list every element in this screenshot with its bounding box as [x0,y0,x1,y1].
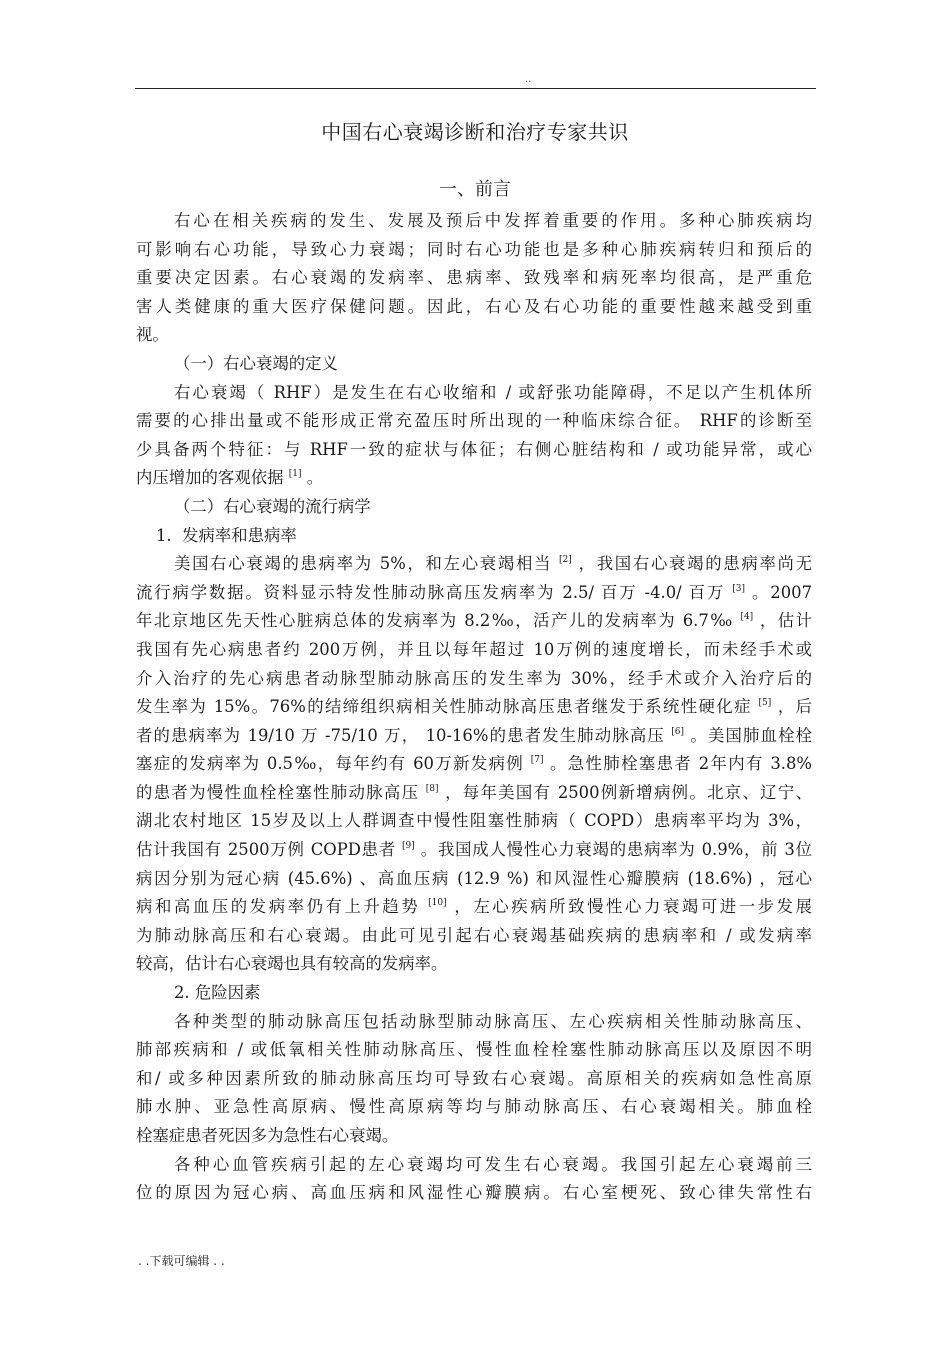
citation-marker: [8] [425,783,439,794]
paragraph-line: 流行病学数据。资料显示特发性肺动脉高压发病率为 2.5/ 百万 -4.0/ 百万 [3] 。2007 [136,582,812,602]
paragraph-line: 少具备两个特征：与 RHF一致的症状与体征；右侧心脏结构和 / 或功能异常，或心 [136,439,812,459]
paragraph-line: 发生率为 15%。76%的结缔组织病相关性肺动脉高压患者继发于系统性硬化症 [5] ，后 [136,697,813,717]
subsection-heading: （一）右心衰竭的定义 [174,353,338,373]
paragraph-line: 害人类健康的重大医疗保健问题。因此，右心及右心功能的重要性越来越受到重 [136,296,812,316]
citation-marker: [10] [428,898,447,909]
paragraph-line: 右心在相关疾病的发生、发展及预后中发挥着重要的作用。多种心肺疾病均 [174,211,812,230]
subsection-heading: 1. 发病率和患病率 [156,525,297,545]
citation-marker: [9] [402,841,415,852]
citation-marker: [6] [671,726,685,737]
citation-marker: [5] [758,698,772,709]
footer-note: . .下载可编辑 . . [138,1254,225,1268]
paragraph-line: 为肺动脉高压和右心衰竭。由此可见引起右心衰竭基础疾病的患病率和 / 或发病率 [136,925,812,945]
paragraph-line: 者的患病率为 19/10 万 -75/10 万， 10-16%的患者发生肺动脉高压 [6] 。美国肺血栓栓 [136,725,813,745]
paragraph-line: 需要的心排出量或不能形成正常充盈压时所出现的一种临床综合征。 RHF的诊断至 [136,411,812,431]
citation-marker: [7] [530,755,544,766]
paragraph-line: 肺部疾病和 / 或低氧相关性肺动脉高压、慢性血栓栓塞性肺动脉高压以及原因不明 [136,1040,812,1060]
paragraph-line: 病和高血压的发病率仍有上升趋势 [10] ，左心疾病所致慢性心力衰竭可进一步发展 [136,897,812,917]
document-body [136,207,812,1208]
paragraph-line: 和/ 或多种因素所致的肺动脉高压均可导致右心衰竭。高原相关的疾病如急性高原 [136,1068,812,1088]
paragraph-line: 较高，估计右心衰竭也具有较高的发病率。 [136,954,448,974]
subsection-heading: 2. 危险因素 [174,983,261,1003]
paragraph-line: 病因分别为冠心病 (45.6%) 、高血压病 (12.9 %) 和风湿性心瓣膜病 (18.6%) ，冠心 [136,868,812,888]
header-mark: .. [525,74,532,85]
citation-marker: [4] [740,612,754,623]
paragraph-line: 可影响右心功能，导致心力衰竭；同时右心功能也是多种心肺疾病转归和预后的 [136,239,812,259]
header-rule [135,88,816,89]
paragraph-line: 内压增加的客观依据 [1] 。 [136,468,324,488]
paragraph-line: 各种类型的肺动脉高压包括动脉型肺动脉高压、左心疾病相关性肺动脉高压、 [174,1011,812,1031]
paragraph-line: 塞症的发病率为 0.5‰，每年约有 60万新发病例 [7] 。急性肺栓塞患者 2年内有 3.8% [136,754,812,774]
paragraph-line: 介入治疗的先心病患者动脉型肺动脉高压的发生率为 30%，经手术或介入治疗后的 [136,668,812,688]
paragraph-line: 估计我国有 2500万例 COPD患者 [9] 。我国成人慢性心力衰竭的患病率为 0.9%，前 3位 [136,840,812,860]
paragraph-line: 肺水肿、亚急性高原病、慢性高原病等均与肺动脉高压、右心衰竭相关。肺血栓 [136,1097,812,1117]
citation-marker: [3] [732,583,745,594]
paragraph-line: 美国右心衰竭的患病率为 5%，和左心衰竭相当 [2] ，我国右心衰竭的患病率尚无 [174,554,812,574]
paragraph-line: 各种心血管疾病引起的左心衰竭均可发生右心衰竭。我国引起左心衰竭前三 [174,1154,812,1174]
document-title: 中国右心衰竭诊断和治疗专家共识 [321,120,629,144]
paragraph-line: 重要决定因素。右心衰竭的发病率、患病率、致残率和病死率均很高，是严重危 [136,268,812,288]
paragraph-line: 右心衰竭（ RHF）是发生在右心收缩和 / 或舒张功能障碍，不足以产生机体所 [174,382,812,402]
paragraph-line: 年北京地区先天性心脏病总体的发病率为 8.2‰，活产儿的发病率为 6.7‰ [4] ，估计 [136,611,812,631]
paragraph-line: 位的原因为冠心病、高血压病和风湿性心瓣膜病。右心室梗死、致心律失常性右 [136,1183,812,1203]
paragraph-line: 视。 [136,325,169,345]
citation-marker: [1] [288,469,302,480]
paragraph-line: 的患者为慢性血栓栓塞性肺动脉高压 [8] ，每年美国有 2500例新增病例。北京、辽宁、 [136,782,812,802]
paragraph-line: 湖北农村地区 15岁及以上人群调查中慢性阻塞性肺病（ COPD）患病率平均为 3%， [136,811,812,831]
citation-marker: [2] [559,555,572,566]
paragraph-line: 栓塞症患者死因多为急性右心衰竭。 [136,1126,399,1145]
subsection-heading: （二）右心衰竭的流行病学 [174,496,371,516]
paragraph-line: 我国有先心病患者约 200万例，并且以每年超过 10万例的速度增长，而未经手术或 [136,639,812,659]
section-heading: 一、前言 [439,179,511,200]
